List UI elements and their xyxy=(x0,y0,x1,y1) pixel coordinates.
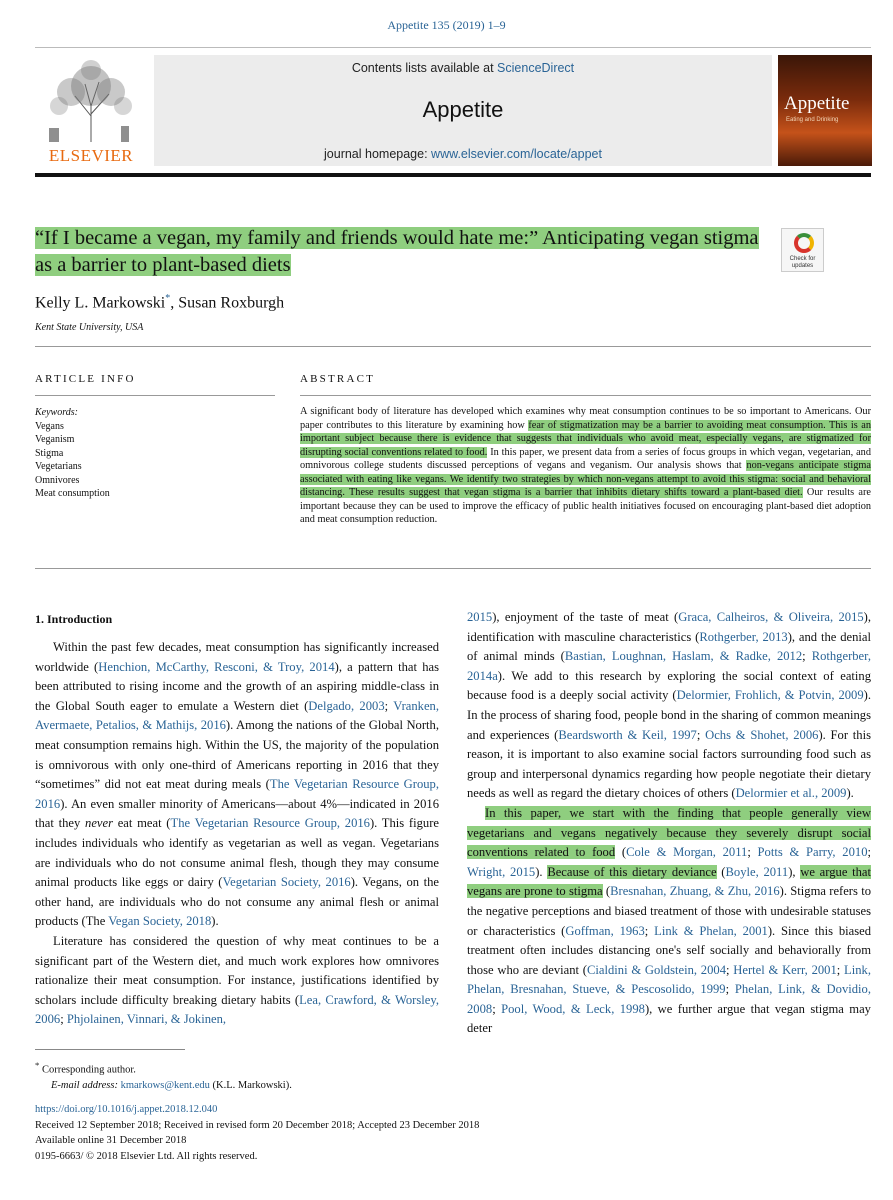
paragraph: 2015), enjoyment of the taste of meat (Graca, Calheiros, & Oliveira, 2015), identification with masculine characteristics (Rothgerber, 2013), and the denial of animal minds (Bastian, Loughnan, Haslam, & Radke, 2012; Rothgerber, 2014a). We add to this research by exploring the social context of eating because food is a deeply social activity (Delormier, Frohlich, & Potvin, 2009). In the process of sharing food, people bond in the sharing of common meanings and experiences (Beardsworth & Keil, 1997; Ochs & Shohet, 2006). For this reason, it is important to also examine social factors surrounding food such as group and interpersonal dynamics regarding how people negotiate their dietary needs as well as regard the dietary choices of others (Delormier et al., 2009). xyxy=(467,610,872,801)
cover-title: Appetite xyxy=(784,93,850,114)
divider xyxy=(35,568,871,569)
check-updates-icon xyxy=(794,233,814,253)
highlighted-text: Because of this dietary deviance xyxy=(547,864,717,879)
journal-reference-link[interactable]: Appetite 135 (2019) 1–9 xyxy=(387,18,506,32)
article-metadata xyxy=(35,1102,479,1164)
abstract-heading: ABSTRACT xyxy=(300,373,376,385)
paragraph: Within the past few decades, meat consumption has significantly increased worldwide (Henchion, McCarthy, Resconi, & Troy, 2014), a pattern that has been attributed to rising income and the growth of an aspiring middle-class in the Global South eager to emulate a Western diet (Delgado, 2003; Vranken, Avermaete, Petalios, & Mathijs, 2016). Among the nations of the Global North, meat consumption remains high. Within the US, the majority of the population is omnivorous with only one-third of Americans reporting in 2016 that they “sometimes” did not eat meat during meals (The Vegetarian Resource Group, 2016). An even smaller minority of Americans—about 4%—indicated in 2016 that they never eat meat (The Vegetarian Resource Group, 2016). This figure includes individuals who identify as vegetarian as well as vegan. Vegetarians are individuals who do not consume animal flesh, though they may consume animal products like eggs or dairy (Vegetarian Society, 2016). Vegans, on the other hand, are individuals who do not consume any animal flesh or animal products (The Vegan Society, 2018). xyxy=(35,640,440,929)
contents-line xyxy=(154,61,772,75)
keyword: Omnivores xyxy=(35,474,80,486)
citation-link[interactable]: 2015 xyxy=(467,610,493,624)
author-affiliation: Kent State University, USA xyxy=(35,322,144,333)
citation-link[interactable]: Delormier et al., 2009 xyxy=(735,786,847,801)
section-heading-introduction: 1. Introduction xyxy=(35,612,113,626)
citation-link[interactable]: Cole & Morgan, 2011 xyxy=(626,845,748,860)
keyword: Stigma xyxy=(35,447,64,459)
footnote-divider xyxy=(35,1049,185,1050)
citation-link[interactable]: Delgado, 2003 xyxy=(308,698,385,713)
citation-link[interactable]: Rothgerber, 2013 xyxy=(699,629,788,644)
corresponding-author-marker[interactable]: * xyxy=(165,293,171,304)
citation-link[interactable]: Graca, Calheiros, & Oliveira, 2015 xyxy=(678,610,864,624)
citation-link[interactable]: Beardsworth & Keil, 1997 xyxy=(558,727,697,742)
author-list: Kelly L. Markowski*, Susan Roxburgh xyxy=(35,293,285,312)
copyright: 0195-6663/ © 2018 Elsevier Ltd. All rights reserved. xyxy=(35,1150,258,1162)
citation-link[interactable]: Rothgerber, 2014a xyxy=(467,649,871,683)
highlighted-text: we argue that vegans are prone to stigma xyxy=(467,864,872,899)
check-for-updates-button[interactable] xyxy=(781,228,824,272)
citation-link[interactable]: Bresnahan, Zhuang, & Zhu, 2016 xyxy=(610,884,780,899)
citation-link[interactable]: Link, Phelan, Bresnahan, Stueve, & Pescosolido, 1999 xyxy=(467,962,871,997)
citation-link[interactable]: The Vegetarian Resource Group, 2016 xyxy=(35,777,440,811)
keyword: Meat consumption xyxy=(35,488,110,499)
highlighted-text: fear of stigmatization may be a barrier to avoiding meat consumption. This is an important subject because there is evidence that suggests that individuals who avoid meat, especially vegans, are stigmatized for disrupting social conventions related to food. xyxy=(300,419,871,458)
citation-link[interactable]: Wright, 2015 xyxy=(467,864,536,879)
abstract-body: A significant body of literature has developed which examines why meat consumption continues to be so important to Americans. Our paper contributes to this literature by examining how fear of stigmatization may be a barrier to avoiding meat consumption. This is an important subject because there is evidence that suggests that individuals who avoid meat, especially vegans, are stigmatized for disrupting social conventions related to food. In this paper, we present data from a series of focus groups in which vegan, vegetarian, and omnivorous college students discussed perceptions of vegans and veganism. Our analysis shows that non-vegans anticipate stigma associated with eating like vegans. We identify two strategies by which non-vegans attempt to avoid this stigma: social and behavioral distancing. These results suggest that vegan stigma is a barrier that inhibits dietary shifts toward a plant-based diet. Our results are important because they can be used to improve the efficacy of public health initiatives focused on encouraging plant-based diet adoption and meat consumption reduction. xyxy=(300,406,871,525)
citation-link[interactable]: Hertel & Kerr, 2001 xyxy=(733,962,837,977)
available-online: Available online 31 December 2018 xyxy=(35,1135,187,1146)
citation-link[interactable]: Goffman, 1963 xyxy=(565,923,645,938)
journal-header-box xyxy=(154,55,772,166)
citation-link[interactable]: Bastian, Loughnan, Haslam, & Radke, 2012 xyxy=(564,649,803,664)
citation-link[interactable]: Delormier, Frohlich, & Potvin, 2009 xyxy=(676,688,864,703)
citation-link[interactable]: Pool, Wood, & Leck, 1998 xyxy=(501,1001,645,1016)
highlighted-text: non-vegans anticipate stigma associated with eating like vegans. We identify two strategies by which non-vegans attempt to avoid this stigma: social and behavioral distancing. These results suggest that vegan stigma is a barrier that inhibits dietary shifts toward a plant-based diet. xyxy=(300,460,871,498)
email-link[interactable]: kmarkows@kent.edu xyxy=(120,1079,210,1091)
author-name: Susan Roxburgh xyxy=(178,294,285,312)
citation-link[interactable]: Ochs & Shohet, 2006 xyxy=(705,727,819,742)
highlighted-text: In this paper, we start with the finding that people generally view vegetarians and vegans negatively because they severely disrupt social conventions related to food xyxy=(467,805,871,860)
header-thick-rule xyxy=(35,173,871,177)
citation-link[interactable]: Boyle, 2011 xyxy=(725,864,789,879)
author-name: Kelly L. Markowski xyxy=(35,294,166,312)
homepage-link[interactable]: www.elsevier.com/locate/appet xyxy=(431,147,602,161)
body-column-left xyxy=(35,638,439,1030)
cover-subtitle: Eating and Drinking xyxy=(786,117,839,123)
divider xyxy=(35,346,871,347)
article-info-heading: ARTICLE INFO xyxy=(35,373,136,385)
keyword: Vegans xyxy=(35,420,64,432)
article-title-text: “If I became a vegan, my family and friends would hate me:” Anticipating vegan stigma as a barrier to plant-based diets xyxy=(35,227,759,276)
keyword: Veganism xyxy=(35,434,75,445)
keywords-list xyxy=(35,406,110,501)
citation-link[interactable]: Potts & Parry, 2010 xyxy=(757,845,868,860)
citation-link[interactable]: Henchion, McCarthy, Resconi, & Troy, 2014 xyxy=(98,659,335,674)
header-divider xyxy=(35,47,871,48)
keyword: Vegetarians xyxy=(35,461,82,472)
body-column-right xyxy=(467,608,871,1039)
citation-link[interactable]: Vegan Society, 2018 xyxy=(108,914,212,929)
citation-link[interactable]: Cialdini & Goldstein, 2004 xyxy=(587,962,726,977)
keywords-label: Keywords: xyxy=(35,407,78,418)
paragraph: Literature has considered the question of why meat continues to be a significant part of the Western diet, and much work explores how omnivores rationalize their meat consumption. For instance, justifications identified by scholars include difficulty breaking dietary habits (Lea, Crawford, & Worsley, 2006; Phjolainen, Vinnari, & Jokinen, xyxy=(35,933,439,1027)
article-title xyxy=(35,225,780,279)
check-updates-label: Check for updates xyxy=(789,256,816,269)
journal-title: Appetite xyxy=(422,97,504,122)
citation-link[interactable]: Phjolainen, Vinnari, & Jokinen, xyxy=(66,1012,227,1027)
elsevier-logo-text: ELSEVIER xyxy=(48,146,134,165)
journal-homepage-line xyxy=(154,147,772,161)
citation-link[interactable]: Lea, Crawford, & Worsley, 2006 xyxy=(35,992,439,1027)
footnote-email: E-mail address: kmarkows@kent.edu (K.L. Markowski). xyxy=(51,1079,292,1091)
paragraph: In this paper, we start with the finding that people generally view vegetarians and vegans negatively because they severely disrupt social conventions related to food (Cole & Morgan, 2011; Potts & Parry, 2010; Wright, 2015). Because of this dietary deviance (Boyle, 2011), we argue that vegans are prone to stigma (Bresnahan, Zhuang, & Zhu, 2016). Stigma refers to the negative perceptions and biased treatment of those with undesirable statuses or characteristics (Goffman, 1963; Link & Phelan, 2001). Since this biased treatment often includes distancing one's self socially and behaviorally from those who are deviant (Cialdini & Goldstein, 2004; Hertel & Kerr, 2001; Link, Phelan, Bresnahan, Stueve, & Pescosolido, 1999; Phelan, Link, & Dovidio, 2008; Pool, Wood, & Leck, 1998), we further argue that vegan stigma may deter xyxy=(467,805,872,1036)
doi-link[interactable]: https://doi.org/10.1016/j.appet.2018.12.040 xyxy=(35,1104,218,1115)
citation-link[interactable]: Vranken, Avermaete, Petalios, & Mathijs, 2016 xyxy=(35,698,439,733)
divider xyxy=(300,395,871,396)
citation-link[interactable]: Vegetarian Society, 2016 xyxy=(222,875,351,890)
contents-prefix: Contents lists available at xyxy=(351,61,494,75)
footnote xyxy=(35,1058,292,1093)
citation-link[interactable]: Phelan, Link, & Dovidio, 2008 xyxy=(467,982,871,1016)
journal-cover-image[interactable] xyxy=(778,55,872,166)
received-dates: Received 12 September 2018; Received in revised form 20 December 2018; Accepted 23 December 2018 xyxy=(35,1119,480,1131)
sciencedirect-link[interactable]: ScienceDirect xyxy=(497,61,575,75)
footnote-corresponding: * Corresponding author. xyxy=(35,1060,136,1076)
citation-link[interactable]: The Vegetarian Resource Group, 2016 xyxy=(170,816,370,831)
citation-link[interactable]: Link & Phelan, 2001 xyxy=(654,923,768,938)
divider xyxy=(35,395,275,396)
homepage-prefix: journal homepage: xyxy=(324,147,428,161)
